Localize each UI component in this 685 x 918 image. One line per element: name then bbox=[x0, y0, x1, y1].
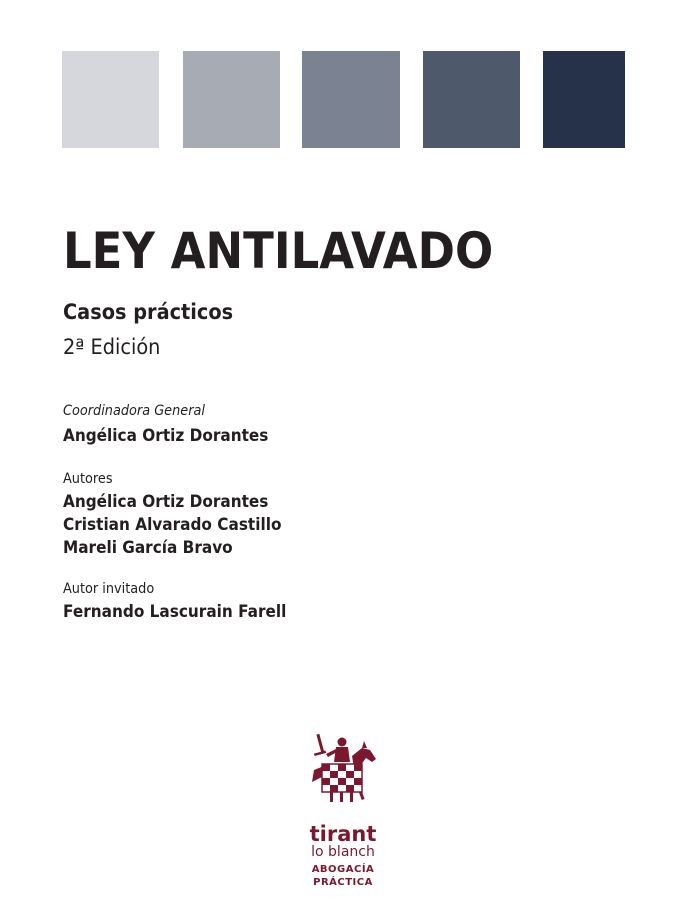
knight-on-horse-icon bbox=[300, 732, 390, 804]
author-name-3: Mareli García Bravo bbox=[63, 538, 233, 558]
color-swatch-4 bbox=[423, 51, 520, 148]
publisher-brand-line-2: lo blanch bbox=[311, 844, 375, 860]
guest-author-name: Fernando Lascurain Farell bbox=[63, 602, 287, 622]
authors-label: Autores bbox=[63, 471, 113, 487]
series-name-line-1: ABOGACÍA bbox=[311, 864, 375, 875]
series-name-line-2: PRÁCTICA bbox=[313, 877, 373, 888]
color-swatch-5 bbox=[543, 51, 625, 148]
color-swatch-3 bbox=[302, 51, 400, 148]
coordinator-label: Coordinadora General bbox=[63, 403, 205, 419]
color-swatch-1 bbox=[62, 51, 159, 148]
publisher-brand-line-1: tirant bbox=[309, 822, 377, 846]
guest-author-label: Autor invitado bbox=[63, 581, 155, 597]
book-subtitle: Casos prácticos bbox=[63, 300, 234, 324]
book-title: LEY ANTILAVADO bbox=[63, 222, 494, 280]
color-swatch-2 bbox=[183, 51, 280, 148]
book-edition: 2ª Edición bbox=[63, 335, 161, 359]
author-name-2: Cristian Alvarado Castillo bbox=[63, 515, 282, 535]
author-name-1: Angélica Ortiz Dorantes bbox=[63, 492, 269, 512]
coordinator-name: Angélica Ortiz Dorantes bbox=[63, 426, 269, 446]
